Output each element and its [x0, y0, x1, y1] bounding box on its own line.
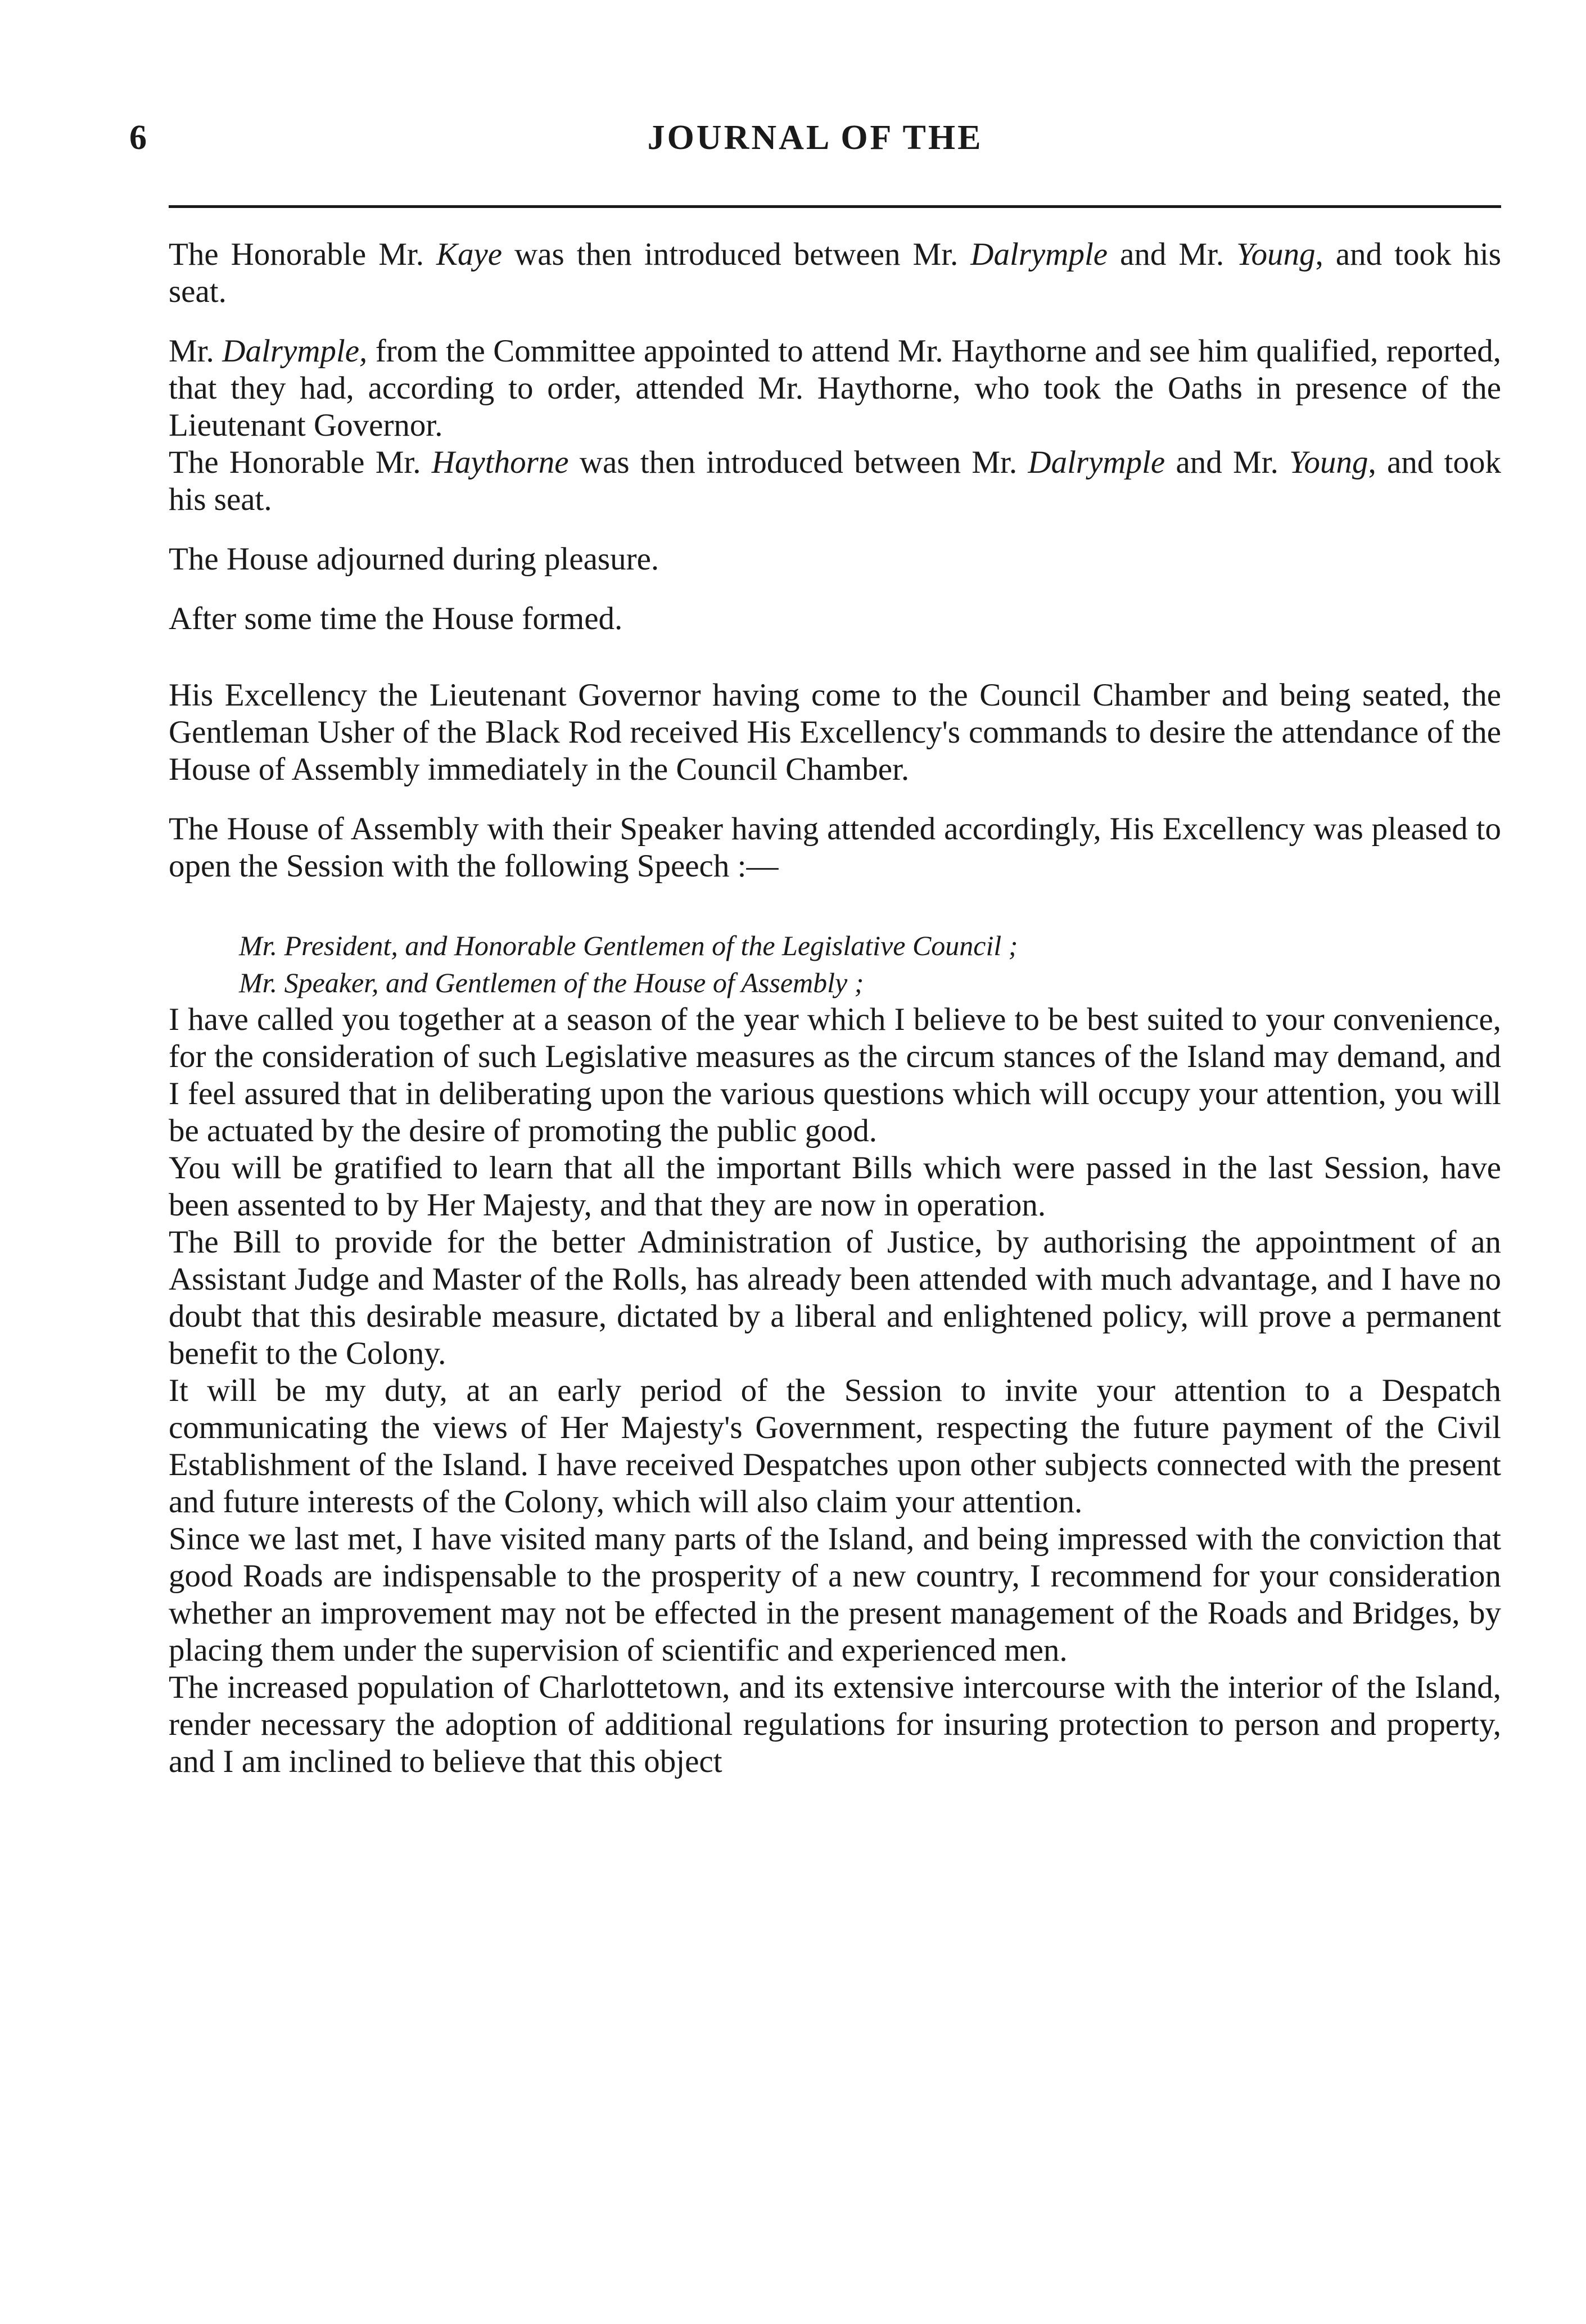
name-young: Young: [1236, 237, 1316, 272]
text-run: The Honorable Mr.: [169, 237, 436, 272]
text-run: , and took his seat.: [169, 237, 1502, 309]
page-number: 6: [129, 119, 147, 157]
speech-address-assembly: Mr. Speaker, and Gentlemen of the House of Assembly ;: [239, 967, 864, 998]
text-run: Mr.: [169, 333, 223, 369]
name-young: Young: [1289, 445, 1368, 480]
name-haythorne: Haythorne: [431, 445, 569, 480]
paragraph-adjourned: The House adjourned during pleasure.: [169, 541, 659, 577]
journal-body: [169, 236, 1501, 1780]
text-run: from the Committee appointed to attend Mr. Haythorne and see him qualified, reported, that they had, according to order, attended Mr. Haythorne, who took the Oaths in presence of the Lieutenant Governor.: [169, 333, 1502, 443]
name-dalrymple: Dalrymple: [970, 237, 1108, 272]
running-title: JOURNAL OF THE: [647, 119, 983, 157]
text-run: , and took his seat.: [169, 445, 1501, 517]
paragraph-haythorne-introduced: [169, 444, 1501, 518]
header-rule: [169, 205, 1501, 208]
speech-paragraph-5: Since we last met, I have visited many parts of the Island, and being impressed with the conviction that good Roads are indispensable to the prosperity of a new country, I recommend for your consideration whether an improvement may not be effected in the present management of the Roads and Bridges, by placing them under the supervision of scientific and experienced men.: [169, 1521, 1501, 1668]
name-kaye: Kaye: [436, 237, 503, 272]
text-run: The Honorable Mr.: [169, 445, 432, 480]
name-dalrymple: Dalrymple,: [222, 333, 368, 369]
speech-paragraph-4: It will be my duty, at an early period of the Session to invite your attention to a Despatch communicating the views of Her Majesty's Government, respecting the future payment of the Civil Establishment of the Island. I have received Despatches upon other subjects connected with the present and future interests of the Colony, which will also claim your attention.: [169, 1373, 1501, 1520]
speech-paragraph-2: You will be gratified to learn that all the important Bills which were passed in the last Session, have been assented to by Her Majesty, and that they are now in operation.: [169, 1150, 1501, 1223]
text-run: and Mr.: [1165, 445, 1290, 480]
paragraph-kaye-introduced: [169, 236, 1501, 310]
name-dalrymple: Dalrymple: [1028, 445, 1165, 480]
page-header: [129, 112, 1501, 163]
text-run: was then introduced between Mr.: [568, 445, 1028, 480]
speech-address-council: Mr. President, and Honorable Gentlemen of the Legislative Council ;: [239, 930, 1018, 961]
speech-paragraph-1: I have called you together at a season of the year which I believe to be best suited to your convenience, for the consideration of such Legislative measures as the circum stances of the Island may demand, and I feel assured that in deliberating upon the various questions which will occupy your attention, you will be actuated by the desire of promoting the public good.: [169, 1002, 1501, 1149]
speech-paragraph-6: The increased population of Charlottetown, and its extensive intercourse with the interior of the Island, render necessary the adoption of additional regulations for insuring protection to person and property, and I am inclined to believe that this object: [169, 1670, 1501, 1779]
paragraph-council-chamber: His Excellency the Lieutenant Governor having come to the Council Chamber and being seated, the Gentleman Usher of the Black Rod received His Excellency's commands to desire the attendance of the House of Assembly immediately in the Council Chamber.: [169, 677, 1501, 787]
paragraph-session-opened: The House of Assembly with their Speaker having attended accordingly, His Excellency was pleased to open the Session with the following Speech :—: [169, 811, 1501, 884]
paragraph-house-formed: After some time the House formed.: [169, 601, 623, 636]
text-run: was then introduced between Mr.: [502, 237, 971, 272]
paragraph-committee-report: [169, 333, 1501, 444]
speech-paragraph-3: The Bill to provide for the better Administration of Justice, by authorising the appointment of an Assistant Judge and Master of the Rolls, has already been attended with much advantage, and I have no doubt that this desirable measure, dictated by a liberal and enlightened policy, will prove a permanent benefit to the Colony.: [169, 1224, 1501, 1371]
text-run: and Mr.: [1108, 237, 1237, 272]
